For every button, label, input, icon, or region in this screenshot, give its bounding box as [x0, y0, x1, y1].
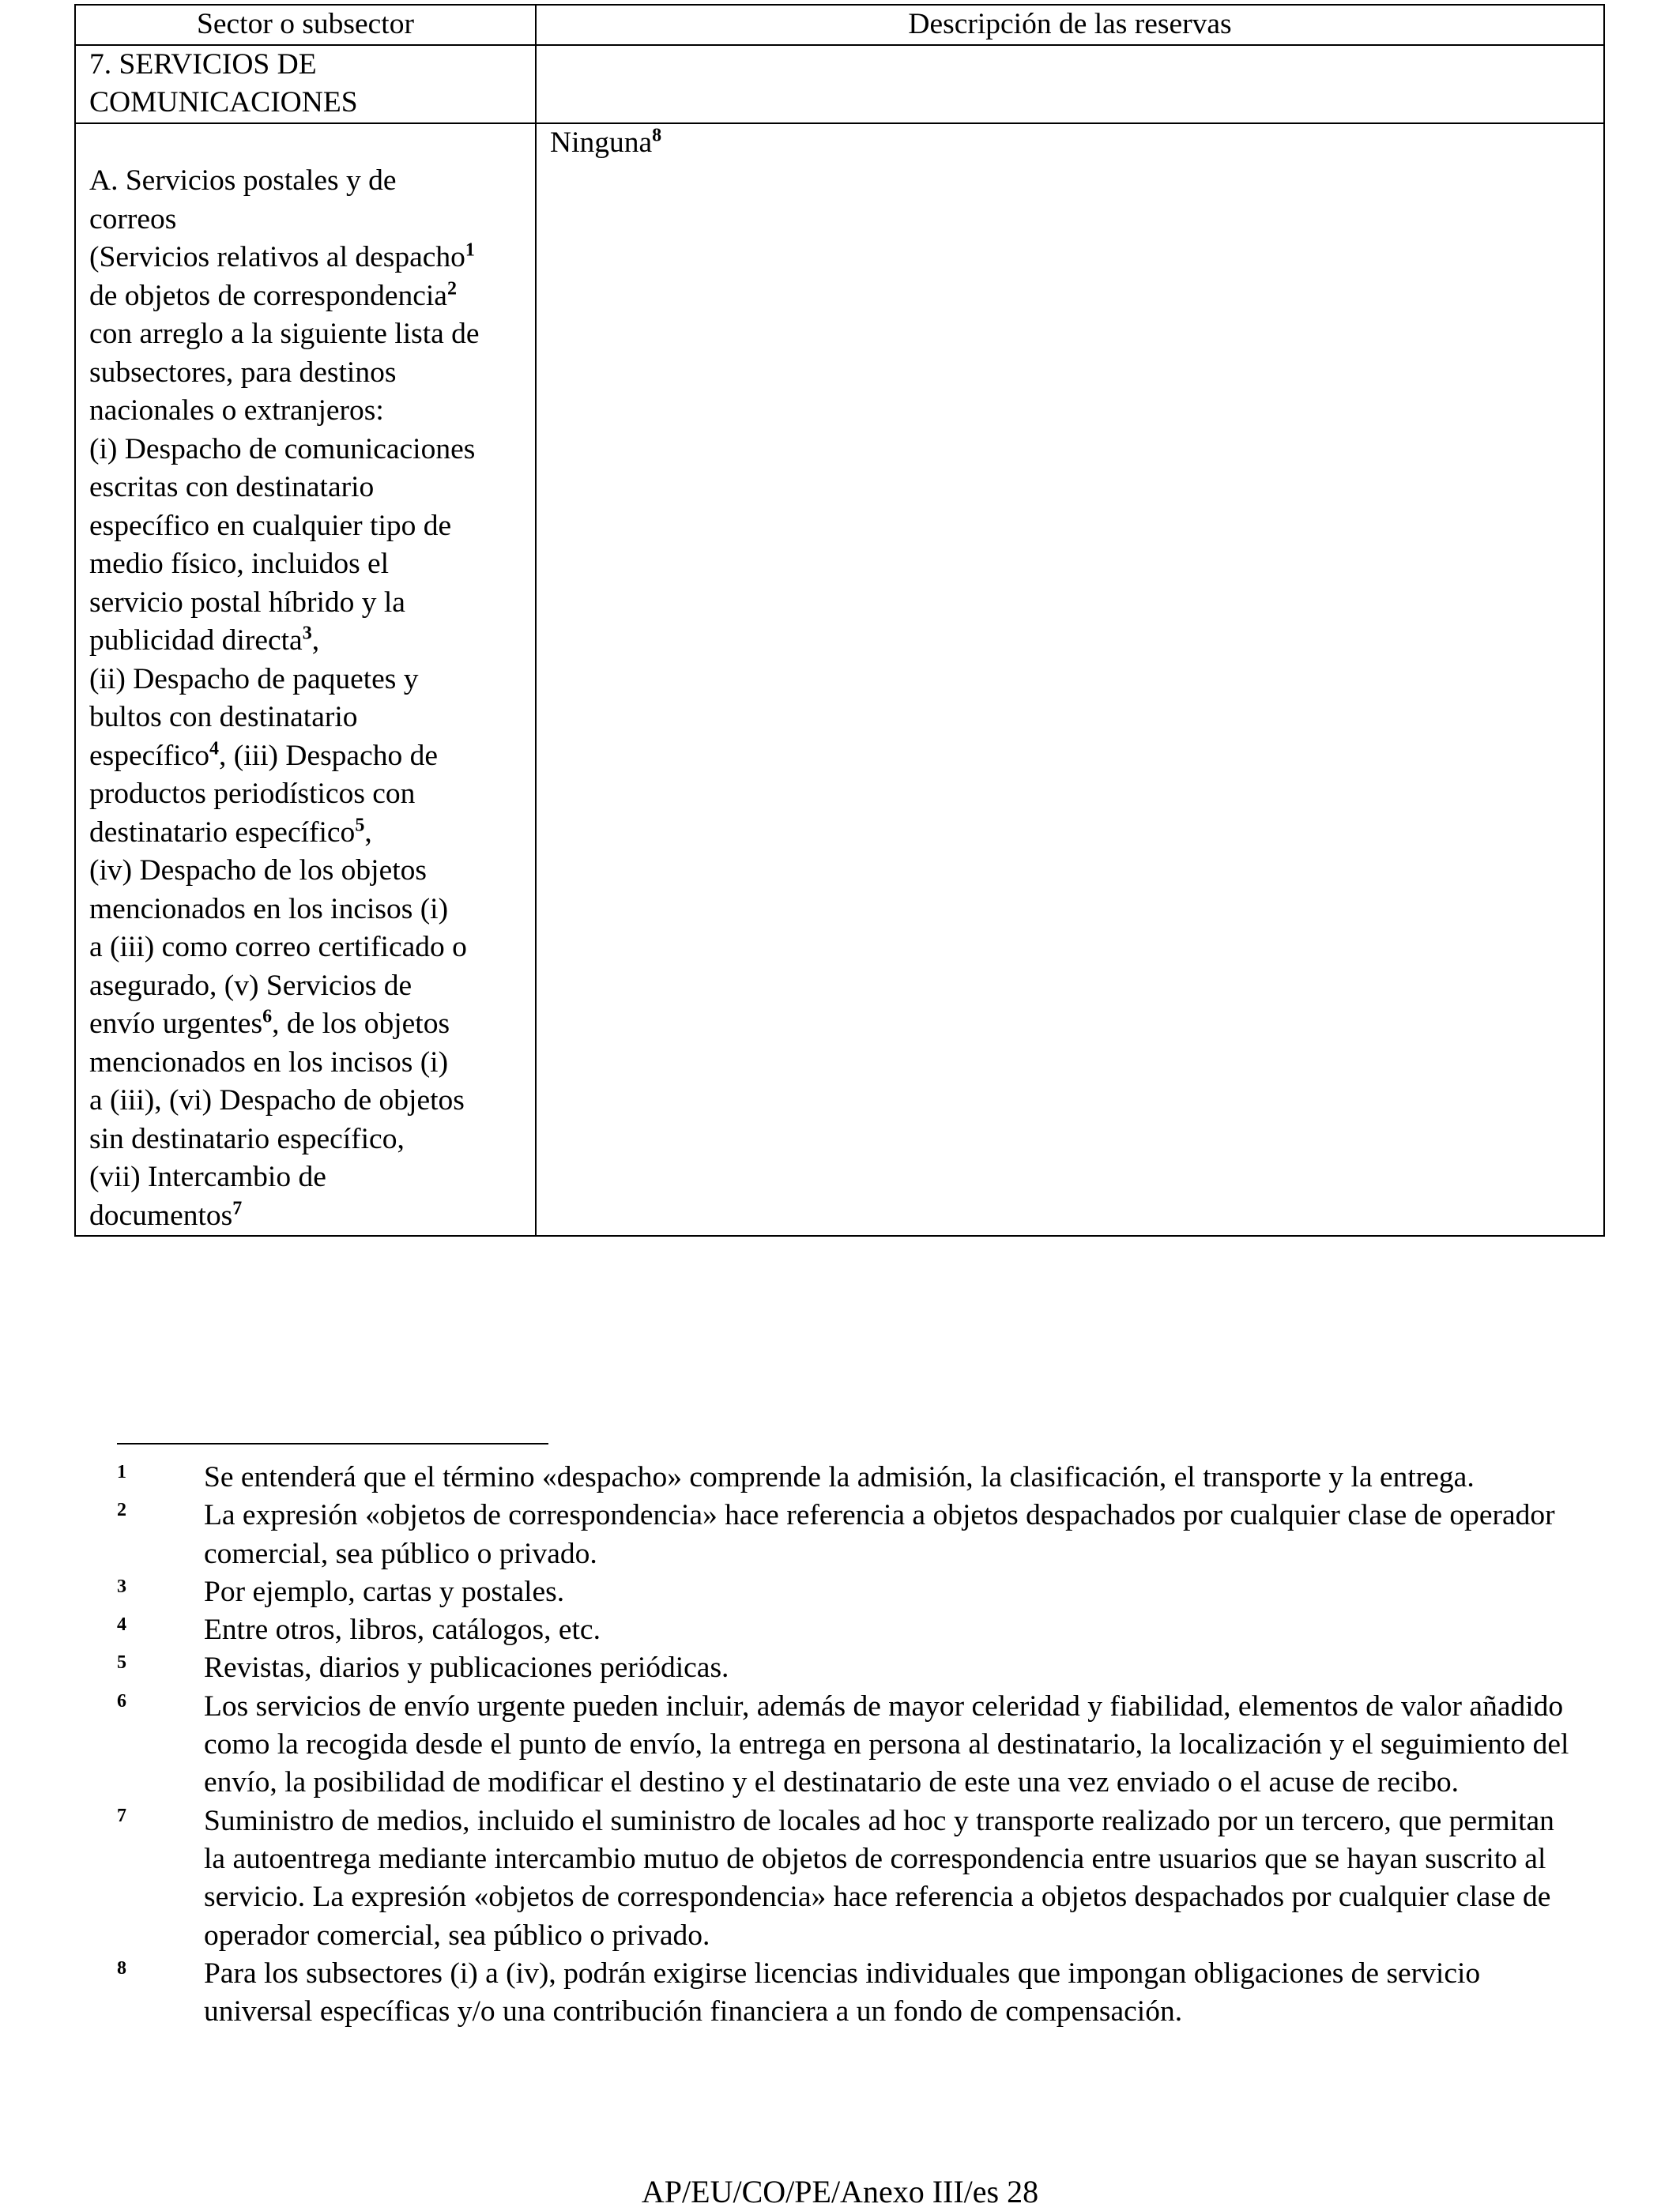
footnote-number: 5: [117, 1652, 126, 1674]
footnote-number: 3: [117, 1576, 126, 1597]
footnote-text: Revistas, diarios y publicaciones periódicas.: [204, 1652, 729, 1685]
footnote: [117, 1573, 1571, 1611]
section-title: 7. SERVICIOS DE COMUNICACIONES: [75, 45, 536, 123]
footnote: [117, 1688, 1571, 1802]
footnote-text: Suministro de medios, incluido el suministro de locales ad hoc y transporte realizado por un tercero, que permitan la autoentrega mediante intercambio mutuo de objetos de correspondencia entre usuarios que se hayan suscrito al servicio. La expresión «objetos de correspondencia» hace referencia a objetos despachados por cualquier clase de operador comercial, sea público o privado.: [204, 1804, 1554, 1952]
footnote-number: 4: [117, 1614, 126, 1636]
footnote: [117, 1955, 1571, 2032]
footnote: [117, 1611, 1571, 1649]
footnote-text: Para los subsectores (i) a (iv), podrán exigirse licencias individuales que impongan obligaciones de servicio universal específicas y/o una contribución financiera a un fondo de compensación.: [204, 1957, 1481, 2028]
footnote: [117, 1497, 1571, 1573]
footnote-number: 8: [117, 1957, 126, 1979]
sector-text-3: con arreglo a la siguiente lista de subsectores, para destinos nacionales o extranjeros: (i) Despacho de comunicaciones escritas con destinatario específico en cualquier tipo de medio físico, incluidos el servicio postal híbrido y la publicidad directa: [89, 318, 480, 657]
footnote-text: Por ejemplo, cartas y postales.: [204, 1575, 565, 1608]
footnote-text: La expresión «objetos de correspondencia» hace referencia a objetos despachados por cualquier clase de operador comercial, sea público o privado.: [204, 1499, 1555, 1570]
sector-cell: [75, 123, 536, 1237]
footnote-text: Se entenderá que el término «despacho» comprende la admisión, la clasificación, el transporte y la entrega.: [204, 1461, 1475, 1493]
page-footer: AP/EU/CO/PE/Anexo III/es 28: [641, 2174, 1039, 2209]
footnotes: [117, 1459, 1571, 2031]
sector-text-5: , (iii) Despacho de productos periodísticos con destinatario específico: [89, 739, 438, 849]
footnote-text: Entre otros, libros, catálogos, etc.: [204, 1614, 601, 1647]
sector-text-6: , (iv) Despacho de los objetos mencionados en los incisos (i) a (iii) como correo certificado o asegurado, (v) Servicios de envío urgentes: [89, 815, 467, 1040]
sector-text-1: A. Servicios postales y de correos (Servicios relativos al despacho: [89, 164, 465, 273]
reservation-cell: [536, 123, 1604, 1237]
section-row: [75, 45, 1604, 123]
footnote-divider: [117, 1443, 548, 1444]
header-sector: Sector o subsector: [75, 5, 536, 45]
footnote-number: 6: [117, 1690, 126, 1712]
footnote: [117, 1459, 1571, 1497]
reservations-table: [74, 4, 1605, 1237]
sector-text-2: de objetos de correspondencia: [89, 279, 447, 312]
footnote-ref-2: 2: [446, 278, 457, 299]
footnote-number: 7: [117, 1805, 126, 1826]
section-empty-cell: [536, 45, 1604, 123]
footnote-number: 2: [117, 1500, 126, 1521]
reservation-text: Ninguna: [550, 126, 653, 159]
footnote-ref-8: 8: [652, 125, 662, 145]
table-row: [75, 123, 1604, 1237]
footnote-ref-4: 4: [209, 738, 219, 759]
footnote: [117, 1649, 1571, 1687]
footnote-ref-6: 6: [262, 1006, 273, 1027]
header-description: Descripción de las reservas: [536, 5, 1604, 45]
table-header-row: [75, 5, 1604, 45]
footnote-ref-3: 3: [302, 623, 312, 644]
footnote: [117, 1802, 1571, 1955]
footnote-ref-5: 5: [355, 815, 365, 835]
sector-text-4: , (ii) Despacho de paquetes y bultos con destinatario específico: [89, 624, 419, 772]
sector-text-7: , de los objetos mencionados en los incisos (i) a (iii), (vi) Despacho de objetos sin destinatario específico, (vii) Intercambio de documentos: [89, 1008, 465, 1232]
footnote-ref-7: 7: [232, 1198, 243, 1218]
footnote-ref-1: 1: [465, 239, 475, 261]
footnote-number: 1: [117, 1462, 126, 1482]
footnote-text: Los servicios de envío urgente pueden incluir, además de mayor celeridad y fiabilidad, elementos de valor añadido como la recogida desde el punto de envío, la entrega en persona al destinatario, la localización y el seguimiento del envío, la posibilidad de modificar el destino y el destinatario de este una vez enviado o el acuse de recibo.: [204, 1689, 1569, 1799]
